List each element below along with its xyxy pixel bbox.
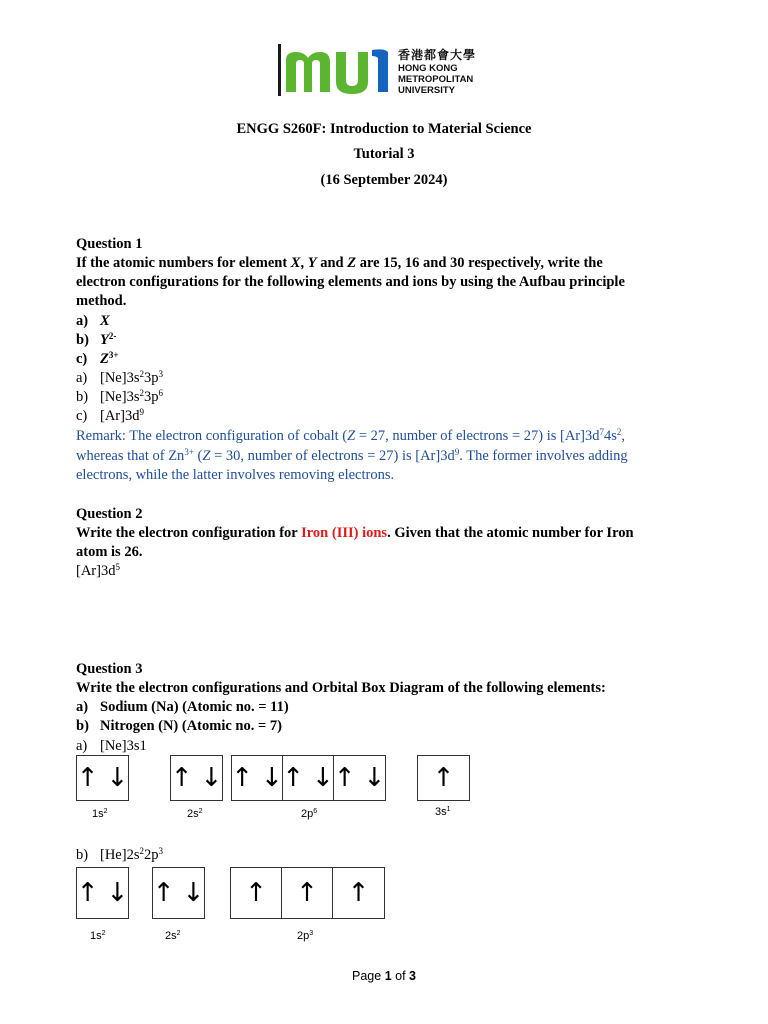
q1-remark-line-1: Remark: The electron configuration of cobalt (Z = 27, number of electrons = 27) is $[Ar]3d^74s^2$, [76,427,625,444]
orbital-cell [418,756,469,800]
spin-up-arrow-icon: ↑ [333,763,356,793]
orbital-label-b-2s: $2s^2$ [165,930,181,942]
q3-title: Question 3 [76,661,143,677]
q1-prompt-line-3: method. [76,293,127,309]
orbital-box-a-2p [231,755,386,801]
mu-logo-mark [284,46,396,94]
orbital-cell [77,756,128,800]
spin-up-arrow-icon: ↑ [347,878,370,908]
orbital-box-b-2s [152,867,205,919]
q2-prompt-line-1: Write the electron configuration for Iron (III) ions. Given that the atomic number for Iron [76,525,634,541]
spin-down-arrow-icon: ↓ [106,878,129,908]
orbital-label-a-1s: $1s^2$ [92,808,108,820]
page-number: Page 1 of 3 [352,969,416,983]
spin-up-arrow-icon: ↑ [296,878,318,908]
spin-up-arrow-icon: ↑ [282,763,304,793]
logo-chinese-name: 香港都會大學 [398,48,477,62]
orbital-box-b-2p [230,867,385,919]
q3-answer-a: a) [Ne]3s1 [76,738,147,754]
logo-english-line-2: METROPOLITAN [398,74,474,85]
spin-up-arrow-icon: ↑ [231,763,253,793]
spin-up-arrow-icon: ↑ [432,763,455,793]
orbital-box-a-1s [76,755,129,801]
q3-prompt: Write the electron configurations and Orbital Box Diagram of the following elements: [76,680,606,696]
q1-part-a: a) X [76,313,110,329]
q3-part-b: b) Nitrogen (N) (Atomic no. = 7) [76,718,282,734]
orbital-cell [171,756,222,800]
spin-down-arrow-icon: ↓ [182,878,205,908]
q1-title: Question 1 [76,236,143,252]
q1-prompt-line-2: electron configurations for the following elements and ions by using the Aufbau principle [76,274,625,290]
orbital-cell [232,756,283,800]
spin-down-arrow-icon: ↓ [363,763,386,793]
spin-up-arrow-icon: ↑ [76,763,99,793]
spin-up-arrow-icon: ↑ [152,878,175,908]
q2-prompt-line-2: atom is 26. [76,544,143,560]
orbital-box-a-3s [417,755,470,801]
orbital-label-a-2p: $2p^6$ [301,808,318,820]
spin-up-arrow-icon: ↑ [76,878,99,908]
q2-title: Question 2 [76,506,143,522]
university-logo [278,42,488,98]
orbital-cell [77,868,128,918]
tutorial-title: Tutorial 3 [353,146,415,162]
q1-answer-b: b) $[Ne]3s^23p^6$ [76,388,163,405]
logo-english-line-1: HONG KONG [398,63,458,74]
q1-remark-line-2: whereas that of $Zn^{3+}$ (Z = 30, number of electrons = 27) is $[Ar]3d^9$. The former involves adding [76,447,628,464]
q2-answer: $[Ar]3d^5$ [76,562,120,579]
orbital-cell [282,868,333,918]
course-title: ENGG S260F: Introduction to Material Science [236,121,532,137]
spin-down-arrow-icon: ↓ [312,763,334,793]
orbital-box-a-2s [170,755,223,801]
orbital-cell [283,756,334,800]
logo-english-line-3: UNIVERSITY [398,85,456,96]
orbital-label-a-2s: $2s^2$ [187,808,203,820]
orbital-label-a-3s: $3s^1$ [435,806,451,818]
q1-part-b: b) $Y^{2-}$ [76,331,117,348]
q3-answer-b: b) $[He]2s^22p^3$ [76,846,163,863]
q1-answer-a: a) $[Ne]3s^23p^3$ [76,369,163,386]
orbital-cell [334,756,385,800]
orbital-cell [153,868,204,918]
spin-up-arrow-icon: ↑ [170,763,193,793]
q1-remark-line-3: electrons, while the latter involves removing electrons. [76,467,395,483]
q1-answer-c: c) $[Ar]3d^9$ [76,407,144,424]
spin-down-arrow-icon: ↓ [261,763,283,793]
q3-part-a: a) Sodium (Na) (Atomic no. = 11) [76,699,289,715]
orbital-cell [231,868,282,918]
orbital-cell [333,868,384,918]
spin-down-arrow-icon: ↓ [106,763,129,793]
tutorial-date: (16 September 2024) [320,172,448,188]
q1-part-c: c) $Z^{3+}$ [76,350,119,367]
spin-down-arrow-icon: ↓ [200,763,223,793]
orbital-label-b-2p: $2p^3$ [297,930,314,942]
orbital-box-b-1s [76,867,129,919]
orbital-label-b-1s: $1s^2$ [90,930,106,942]
q1-prompt-line-1: If the atomic numbers for element X, Y and Z are 15, 16 and 30 respectively, write the [76,255,603,271]
logo-divider [278,44,281,96]
spin-up-arrow-icon: ↑ [245,878,267,908]
